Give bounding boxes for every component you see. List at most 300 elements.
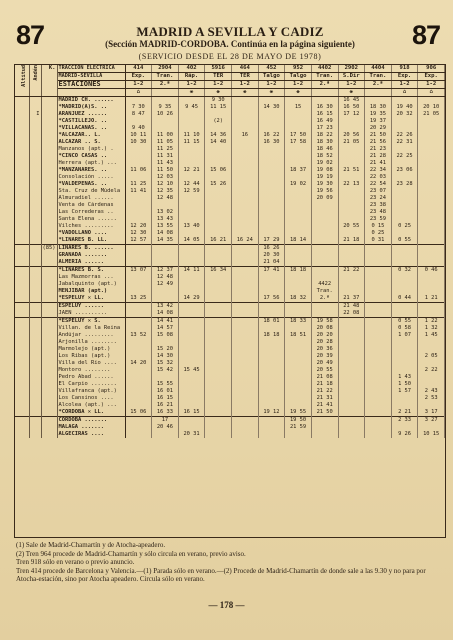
time-cell: 11 15 — [178, 139, 205, 146]
platform-cell: I — [29, 111, 41, 118]
time-cell — [418, 132, 445, 139]
time-cell — [365, 281, 392, 288]
time-cell: 16 34 — [205, 267, 232, 275]
time-cell: 21 08 — [311, 374, 338, 381]
time-cell: 20 30 — [258, 252, 285, 259]
table-row — [15, 237, 445, 245]
time-cell: 0 46 — [418, 267, 445, 275]
time-cell: 9 30 — [205, 97, 232, 105]
time-cell — [258, 346, 285, 353]
time-cell — [205, 325, 232, 332]
service-date: (SERVICIO DESDE EL 28 DE MAYO DE 1978) — [138, 52, 322, 61]
km-cell — [41, 310, 57, 318]
platform-cell — [29, 245, 41, 253]
table-row — [15, 125, 445, 132]
table-row — [15, 318, 445, 326]
table-row — [15, 409, 445, 417]
table-row — [15, 388, 445, 395]
time-cell — [178, 153, 205, 160]
time-cell — [391, 146, 418, 153]
train-class: 2.ª — [311, 81, 338, 89]
service-mark-icon: ⚹ — [205, 89, 232, 97]
km-cell — [41, 118, 57, 125]
time-cell — [311, 202, 338, 209]
table-row — [15, 167, 445, 174]
time-cell — [285, 388, 312, 395]
time-cell: 18 30 — [311, 139, 338, 146]
time-cell — [338, 388, 365, 395]
time-cell: 22 26 — [391, 132, 418, 139]
time-cell — [258, 216, 285, 223]
time-cell: 8 47 — [125, 111, 152, 118]
time-cell — [365, 431, 392, 438]
platform-cell — [29, 310, 41, 318]
time-cell — [125, 174, 152, 181]
train-type: S.Dir — [338, 73, 365, 81]
km-cell — [41, 188, 57, 195]
time-cell: 20 46 — [152, 424, 179, 431]
time-cell — [418, 209, 445, 216]
time-cell: 1 50 — [391, 381, 418, 388]
station-name: *VALDEPEÑAS. .. — [57, 181, 125, 188]
time-cell — [178, 195, 205, 202]
platform-cell — [29, 97, 41, 105]
time-cell: 0 32 — [391, 267, 418, 275]
train-type: Tran. — [311, 73, 338, 81]
footnote: Tren 918 sólo en verano o previo anuncio. — [16, 558, 135, 567]
time-cell — [418, 153, 445, 160]
table-row — [15, 245, 445, 253]
platform-cell — [29, 132, 41, 139]
time-cell — [285, 245, 312, 253]
time-cell — [391, 118, 418, 125]
time-cell: 1 45 — [418, 332, 445, 339]
time-cell: 14 41 — [152, 318, 179, 326]
time-cell — [178, 395, 205, 402]
time-cell — [311, 274, 338, 281]
time-cell — [391, 209, 418, 216]
km-cell — [41, 274, 57, 281]
time-cell — [285, 402, 312, 409]
header-anden: Andén — [29, 65, 41, 97]
time-cell: 0 58 — [391, 325, 418, 332]
time-cell — [285, 310, 312, 318]
time-cell — [178, 202, 205, 209]
station-name: *ESPELUY ✕ LL. — [57, 295, 125, 303]
time-cell — [258, 167, 285, 174]
time-cell — [258, 195, 285, 202]
station-name: Villafranca (apt.) — [57, 388, 125, 395]
time-cell — [311, 259, 338, 267]
time-cell — [338, 381, 365, 388]
time-cell: 15 45 — [178, 367, 205, 374]
time-cell: 17 58 — [285, 139, 312, 146]
time-cell: 20 20 — [311, 332, 338, 339]
time-cell — [258, 230, 285, 237]
time-cell: 0 31 — [365, 237, 392, 245]
station-name: Los Cansinos .... — [57, 395, 125, 402]
time-cell — [232, 281, 259, 288]
time-cell — [338, 346, 365, 353]
time-cell — [365, 339, 392, 346]
time-cell — [258, 181, 285, 188]
time-cell: 21 05 — [338, 139, 365, 146]
platform-cell — [29, 237, 41, 245]
time-cell — [205, 353, 232, 360]
table-row — [15, 118, 445, 125]
time-cell: 19 40 — [391, 104, 418, 111]
time-cell — [232, 245, 259, 253]
time-cell: 21 18 — [311, 381, 338, 388]
time-cell — [258, 431, 285, 438]
time-cell: 18 46 — [311, 146, 338, 153]
time-cell — [285, 303, 312, 311]
platform-cell — [29, 303, 41, 311]
station-name: LINARES B. ...... — [57, 245, 125, 253]
time-cell — [232, 288, 259, 295]
time-cell — [338, 146, 365, 153]
time-cell — [152, 431, 179, 438]
time-cell — [205, 223, 232, 230]
platform-cell — [29, 374, 41, 381]
time-cell — [338, 318, 365, 326]
time-cell — [338, 360, 365, 367]
time-cell — [338, 125, 365, 132]
header-row-train-classes — [15, 81, 445, 89]
time-cell — [285, 97, 312, 105]
time-cell — [178, 374, 205, 381]
time-cell — [125, 97, 152, 105]
time-cell — [338, 409, 365, 417]
time-cell: 21 05 — [418, 111, 445, 118]
time-cell — [232, 295, 259, 303]
time-cell — [125, 346, 152, 353]
time-cell — [232, 367, 259, 374]
platform-cell — [29, 181, 41, 188]
km-cell — [41, 374, 57, 381]
time-cell: 12 30 — [125, 230, 152, 237]
time-cell — [232, 139, 259, 146]
time-cell — [205, 146, 232, 153]
time-cell — [232, 346, 259, 353]
platform-cell — [29, 230, 41, 237]
time-cell: 16 15 — [311, 111, 338, 118]
km-cell — [41, 209, 57, 216]
time-cell — [258, 367, 285, 374]
time-cell — [365, 346, 392, 353]
time-cell — [205, 153, 232, 160]
header-row-train-types — [15, 73, 445, 81]
time-cell: 16 30 — [258, 139, 285, 146]
time-cell — [152, 245, 179, 253]
time-cell — [258, 202, 285, 209]
time-cell: 22 13 — [338, 181, 365, 188]
time-cell: 15 55 — [152, 381, 179, 388]
km-cell — [41, 346, 57, 353]
time-cell — [311, 237, 338, 245]
time-cell — [205, 402, 232, 409]
km-cell — [41, 104, 57, 111]
time-cell — [418, 259, 445, 267]
time-cell — [205, 431, 232, 438]
time-cell: 14 11 — [178, 267, 205, 275]
station-name: Alcolea (apt.) ... — [57, 402, 125, 409]
time-cell — [365, 374, 392, 381]
time-cell: 17 23 — [311, 125, 338, 132]
time-cell — [258, 118, 285, 125]
altitude-cell — [15, 146, 29, 153]
time-cell — [285, 374, 312, 381]
time-cell — [338, 174, 365, 181]
time-cell: 19 58 — [311, 318, 338, 326]
train-number: 906 — [418, 65, 445, 73]
km-cell — [41, 153, 57, 160]
time-cell — [311, 245, 338, 253]
time-cell — [232, 274, 259, 281]
altitude-cell — [15, 237, 29, 245]
table-row — [15, 303, 445, 311]
platform-cell — [29, 431, 41, 438]
train-type: Tran. — [365, 73, 392, 81]
time-cell — [232, 310, 259, 318]
time-cell: 11 05 — [152, 139, 179, 146]
time-cell: 19 56 — [311, 188, 338, 195]
time-cell — [285, 202, 312, 209]
time-cell — [391, 195, 418, 202]
altitude-cell — [15, 125, 29, 132]
time-cell: 13 40 — [178, 223, 205, 230]
time-cell: 23 48 — [365, 209, 392, 216]
time-cell: 12 59 — [178, 188, 205, 195]
time-cell: 0 44 — [391, 295, 418, 303]
time-cell — [365, 267, 392, 275]
time-cell — [125, 374, 152, 381]
time-cell — [152, 202, 179, 209]
table-row — [15, 402, 445, 409]
time-cell — [125, 216, 152, 223]
table-row — [15, 267, 445, 275]
km-cell — [41, 409, 57, 417]
time-cell — [365, 288, 392, 295]
platform-cell — [29, 339, 41, 346]
km-cell — [41, 125, 57, 132]
time-cell: 17 29 — [258, 237, 285, 245]
train-number: 952 — [285, 65, 312, 73]
time-cell — [418, 139, 445, 146]
time-cell — [285, 353, 312, 360]
time-cell: 2 33 — [391, 417, 418, 425]
time-cell: 23 07 — [365, 188, 392, 195]
time-cell — [178, 288, 205, 295]
time-cell — [365, 402, 392, 409]
time-cell — [125, 417, 152, 425]
train-class: 1-2 — [232, 81, 259, 89]
time-cell — [258, 424, 285, 431]
table-row — [15, 332, 445, 339]
time-cell — [311, 252, 338, 259]
time-cell — [285, 281, 312, 288]
km-cell — [41, 360, 57, 367]
time-cell — [391, 303, 418, 311]
platform-cell — [29, 118, 41, 125]
time-cell — [338, 259, 365, 267]
table-row — [15, 223, 445, 230]
km-cell — [41, 288, 57, 295]
time-cell — [232, 303, 259, 311]
time-cell: 19 08 — [311, 167, 338, 174]
train-class: 2.ª — [152, 81, 179, 89]
time-cell: 20 31 — [178, 431, 205, 438]
time-cell — [205, 417, 232, 425]
time-cell — [125, 325, 152, 332]
table-row — [15, 252, 445, 259]
table-row — [15, 417, 445, 425]
time-cell: 21 18 — [338, 237, 365, 245]
time-cell — [285, 153, 312, 160]
time-cell — [125, 381, 152, 388]
altitude-cell — [15, 132, 29, 139]
page-subtitle: (Sección MADRID-CORDOBA. Continúa en la página siguiente) — [105, 39, 355, 49]
table-row — [15, 360, 445, 367]
time-cell: 16 — [232, 132, 259, 139]
time-cell — [178, 245, 205, 253]
time-cell — [178, 417, 205, 425]
time-cell — [391, 402, 418, 409]
timetable-grid — [15, 65, 445, 438]
time-cell — [232, 118, 259, 125]
time-cell — [285, 346, 312, 353]
km-cell — [41, 295, 57, 303]
time-cell — [285, 274, 312, 281]
train-class: 1-2 — [418, 81, 445, 89]
time-cell — [178, 360, 205, 367]
table-row — [15, 139, 445, 146]
time-cell — [391, 188, 418, 195]
altitude-cell — [15, 97, 29, 105]
time-cell — [258, 160, 285, 167]
time-cell — [338, 339, 365, 346]
time-cell: 1 21 — [418, 295, 445, 303]
time-cell: 1 22 — [418, 318, 445, 326]
time-cell: 18 51 — [285, 332, 312, 339]
time-cell: 16 24 — [232, 237, 259, 245]
time-cell — [232, 202, 259, 209]
time-cell — [338, 202, 365, 209]
time-cell — [285, 360, 312, 367]
time-cell: 11 31 — [152, 153, 179, 160]
station-name: ARANJUEZ ...... — [57, 111, 125, 118]
time-cell: 2 53 — [418, 395, 445, 402]
time-cell: 18 33 — [285, 318, 312, 326]
time-cell — [285, 339, 312, 346]
time-cell — [205, 160, 232, 167]
time-cell — [365, 381, 392, 388]
time-cell — [258, 388, 285, 395]
time-cell — [258, 417, 285, 425]
station-name: Marmolejo (apt.) — [57, 346, 125, 353]
time-cell: 21 23 — [365, 146, 392, 153]
time-cell — [391, 360, 418, 367]
time-cell — [178, 230, 205, 237]
train-type: TER — [205, 73, 232, 81]
time-cell — [365, 395, 392, 402]
table-row — [15, 230, 445, 237]
station-name: Sta. Cruz de Múdela — [57, 188, 125, 195]
time-cell — [311, 216, 338, 223]
station-name: Almuradiel ...... — [57, 195, 125, 202]
km-cell — [41, 381, 57, 388]
time-cell — [285, 111, 312, 118]
time-cell — [125, 146, 152, 153]
km-cell — [41, 167, 57, 174]
time-cell: 18 32 — [285, 295, 312, 303]
time-cell — [205, 288, 232, 295]
time-cell: 21 41 — [365, 160, 392, 167]
time-cell: 15 32 — [152, 360, 179, 367]
time-cell: 21 56 — [365, 139, 392, 146]
time-cell — [338, 431, 365, 438]
km-cell — [41, 202, 57, 209]
station-name: *MANZANARES. .. — [57, 167, 125, 174]
time-cell — [418, 202, 445, 209]
time-cell: 23 06 — [391, 167, 418, 174]
time-cell — [258, 153, 285, 160]
km-cell — [41, 181, 57, 188]
time-cell — [232, 409, 259, 417]
altitude-cell — [15, 303, 29, 311]
time-cell — [205, 395, 232, 402]
time-cell: 16 01 — [152, 388, 179, 395]
altitude-cell — [15, 181, 29, 188]
time-cell — [125, 310, 152, 318]
time-cell — [311, 310, 338, 318]
time-cell — [258, 288, 285, 295]
km-cell — [41, 367, 57, 374]
time-cell — [365, 245, 392, 253]
platform-cell — [29, 167, 41, 174]
time-cell — [311, 431, 338, 438]
time-cell — [178, 125, 205, 132]
time-cell: 11 25 — [125, 181, 152, 188]
time-cell — [418, 97, 445, 105]
time-cell — [365, 353, 392, 360]
time-cell: 23 28 — [391, 181, 418, 188]
time-cell — [258, 402, 285, 409]
altitude-cell — [15, 417, 29, 425]
time-cell — [285, 367, 312, 374]
time-cell: 11 15 — [205, 104, 232, 111]
time-cell — [418, 274, 445, 281]
platform-cell — [29, 346, 41, 353]
time-cell — [418, 195, 445, 202]
km-cell — [41, 339, 57, 346]
time-cell: 14 57 — [152, 325, 179, 332]
time-cell — [285, 118, 312, 125]
platform-cell — [29, 202, 41, 209]
train-type: Ráp. — [178, 73, 205, 81]
altitude-cell — [15, 267, 29, 275]
time-cell: 1 32 — [418, 325, 445, 332]
km-cell — [41, 132, 57, 139]
platform-cell — [29, 409, 41, 417]
time-cell: 18 30 — [365, 104, 392, 111]
time-cell — [258, 303, 285, 311]
km-cell — [41, 252, 57, 259]
time-cell — [285, 395, 312, 402]
time-cell: 10 26 — [152, 111, 179, 118]
time-cell: 12 10 — [152, 181, 179, 188]
time-cell — [365, 325, 392, 332]
